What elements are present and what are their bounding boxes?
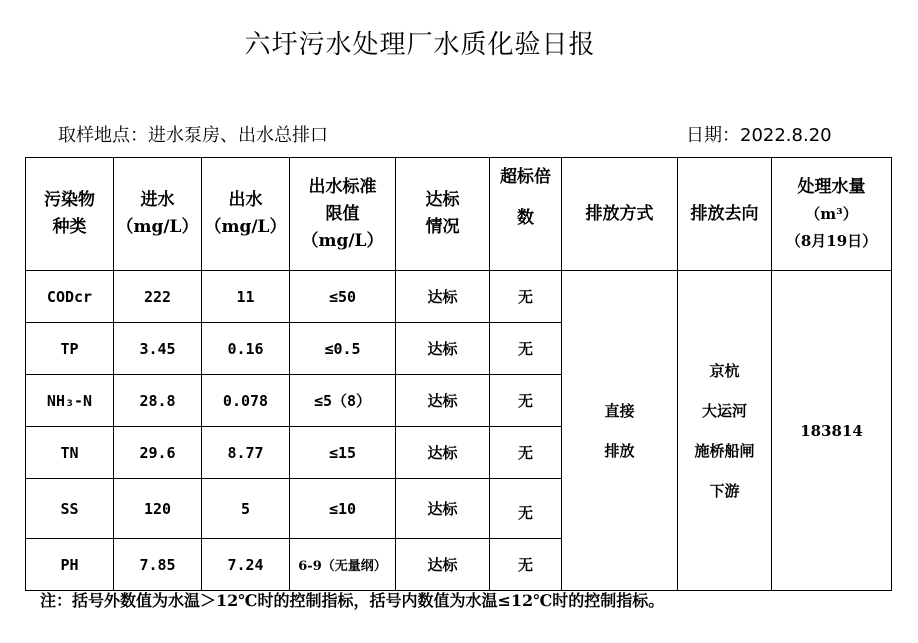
cell-influent: 28.8	[114, 375, 202, 427]
cell-exceed: 无	[490, 375, 562, 427]
header-exceed: 超标倍 数	[490, 158, 562, 271]
cell-status: 达标	[396, 323, 490, 375]
sampling-location: 取样地点：进水泵房、出水总排口	[58, 125, 328, 146]
cell-influent: 7.85	[114, 539, 202, 591]
cell-standard: ≤0.5	[290, 323, 396, 375]
cell-effluent: 5	[202, 479, 290, 539]
cell-pollutant: TN	[26, 427, 114, 479]
cell-standard: ≤50	[290, 271, 396, 323]
cell-pollutant: SS	[26, 479, 114, 539]
table-header-row	[26, 158, 892, 271]
treated-volume: 183814	[772, 271, 892, 591]
cell-pollutant: PH	[26, 539, 114, 591]
footnote: 注：括号外数值为水温＞12℃时的控制指标，括号内数值为水温≤12℃时的控制指标。	[40, 591, 665, 610]
cell-status: 达标	[396, 427, 490, 479]
report-title: 六圩污水处理厂水质化验日报	[244, 30, 596, 60]
cell-standard: 6-9（无量纲）	[290, 539, 396, 591]
cell-pollutant: TP	[26, 323, 114, 375]
cell-effluent: 11	[202, 271, 290, 323]
cell-exceed: 无	[490, 479, 562, 539]
water-quality-table	[25, 157, 892, 591]
cell-exceed: 无	[490, 271, 562, 323]
cell-exceed: 无	[490, 539, 562, 591]
header-effluent: 出水 （mg/L）	[202, 158, 290, 271]
cell-influent: 3.45	[114, 323, 202, 375]
header-pollutant: 污染物 种类	[26, 158, 114, 271]
header-volume: 处理水量 （m³） （8月19日）	[772, 158, 892, 271]
cell-pollutant: CODcr	[26, 271, 114, 323]
cell-status: 达标	[396, 539, 490, 591]
cell-exceed: 无	[490, 323, 562, 375]
discharge-method: 直接 排放	[562, 271, 678, 591]
cell-pollutant: NH₃-N	[26, 375, 114, 427]
cell-influent: 120	[114, 479, 202, 539]
cell-influent: 222	[114, 271, 202, 323]
header-standard: 出水标准 限值 （mg/L）	[290, 158, 396, 271]
cell-effluent: 0.16	[202, 323, 290, 375]
cell-standard: ≤10	[290, 479, 396, 539]
header-status: 达标 情况	[396, 158, 490, 271]
cell-exceed: 无	[490, 427, 562, 479]
header-destination: 排放去向	[678, 158, 772, 271]
cell-status: 达标	[396, 479, 490, 539]
discharge-destination: 京杭 大运河 施桥船闸 下游	[678, 271, 772, 591]
cell-standard: ≤5（8）	[290, 375, 396, 427]
cell-status: 达标	[396, 271, 490, 323]
header-influent: 进水 （mg/L）	[114, 158, 202, 271]
cell-effluent: 8.77	[202, 427, 290, 479]
cell-standard: ≤15	[290, 427, 396, 479]
table-row	[26, 271, 892, 323]
report-date: 日期：2022.8.20	[686, 125, 832, 146]
cell-status: 达标	[396, 375, 490, 427]
header-method: 排放方式	[562, 158, 678, 271]
cell-influent: 29.6	[114, 427, 202, 479]
cell-effluent: 7.24	[202, 539, 290, 591]
cell-effluent: 0.078	[202, 375, 290, 427]
